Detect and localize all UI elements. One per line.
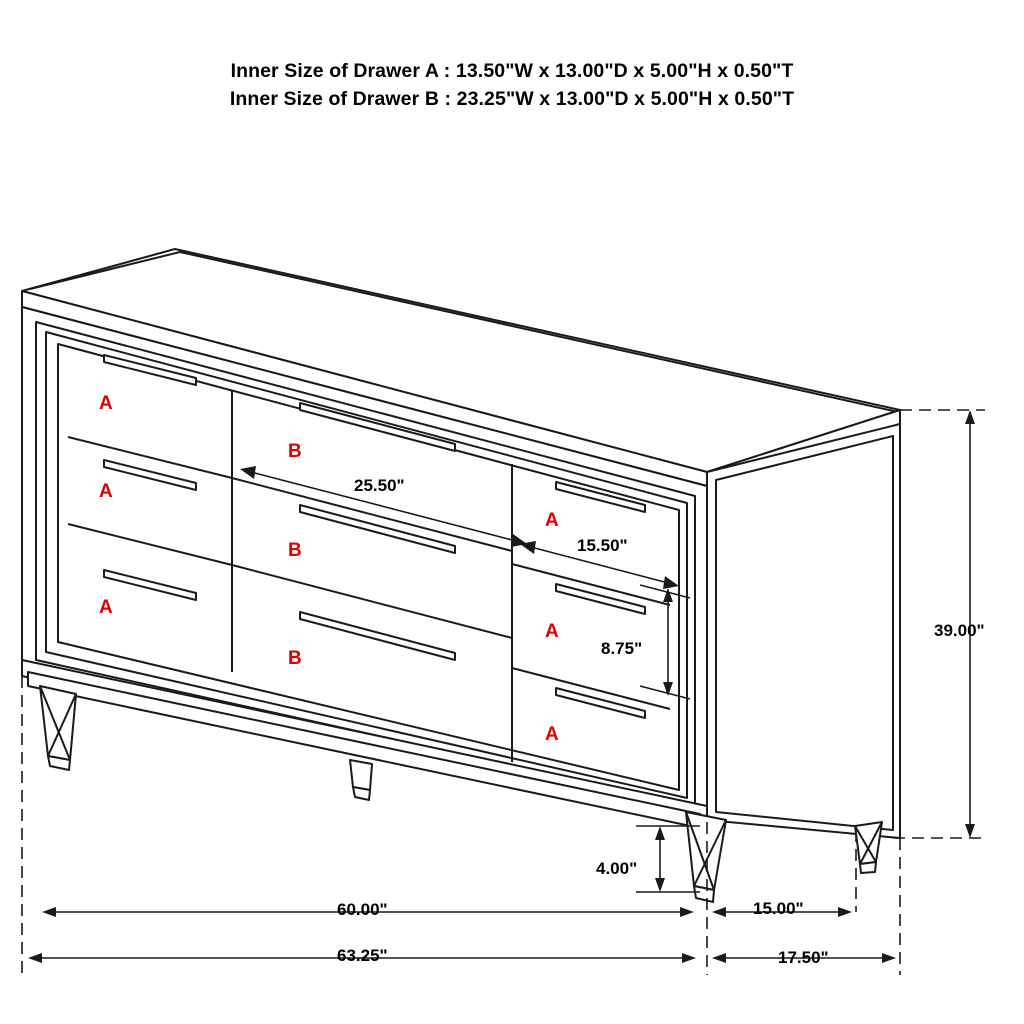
dimension-depth-side: 15.50" [577, 536, 628, 555]
drawer-label-a3: A [99, 597, 113, 618]
drawer-label-a1: A [99, 393, 113, 414]
dimension-depth-top: 15.00" [753, 899, 804, 918]
drawer-label-a6: A [545, 724, 559, 745]
dimension-width-total: 63.25" [337, 946, 388, 965]
dimension-height-total: 39.00" [934, 621, 985, 640]
drawer-label-a2: A [99, 481, 113, 502]
header-line-2: Inner Size of Drawer B : 23.25"W x 13.00"D x 5.00"H x 0.50"T [229, 88, 795, 110]
drawer-label-a4: A [545, 510, 559, 531]
dimension-depth-total: 17.50" [778, 948, 829, 967]
dimension-width-body: 60.00" [337, 900, 388, 919]
dimension-leg-height: 4.00" [596, 859, 638, 878]
drawer-label-b2: B [288, 540, 302, 561]
drawer-label-b1: B [288, 441, 302, 462]
dimension-drawer-face: 8.75" [601, 639, 643, 658]
drawer-label-a5: A [545, 621, 559, 642]
drawer-label-b3: B [288, 648, 302, 669]
dimension-width-inner: 25.50" [354, 476, 405, 495]
header-line-1: Inner Size of Drawer A : 13.50"W x 13.00"D x 5.00"H x 0.50"T [230, 60, 794, 82]
